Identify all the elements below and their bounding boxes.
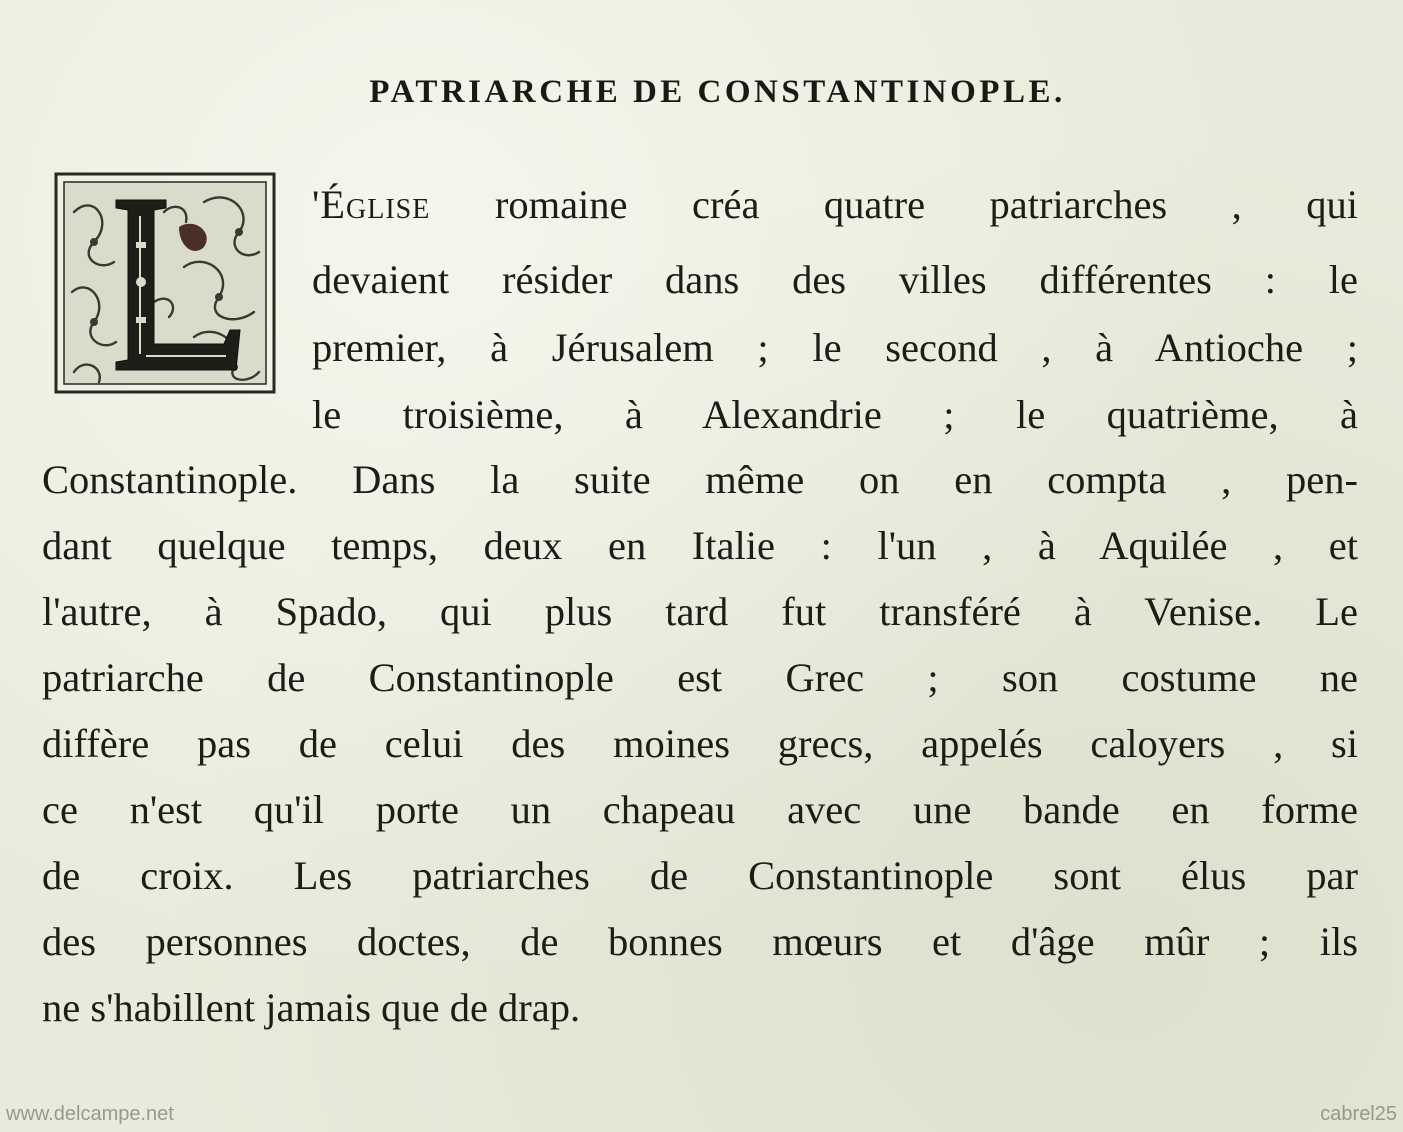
page-title: PATRIARCHE DE CONSTANTINOPLE. bbox=[369, 74, 1066, 110]
text-line-3: premier, à Jérusalem ; le second , à Antioche ; bbox=[312, 325, 1358, 370]
text-line-9: diffère pas de celui des moines grecs, appelés caloyers , si bbox=[42, 721, 1358, 766]
text-line-2: devaient résider dans des villes différentes : le bbox=[312, 257, 1358, 302]
text-line-11: de croix. Les patriarches de Constantinople sont élus par bbox=[42, 853, 1358, 898]
text-line-5: Constantinople. Dans la suite même on en compta , pen- bbox=[42, 457, 1358, 502]
text-line-10: ce n'est qu'il porte un chapeau avec une bande en forme bbox=[42, 787, 1358, 832]
text-line-12: des personnes doctes, de bonnes mœurs et d'âge mûr ; ils bbox=[42, 919, 1358, 964]
first-word: 'Église bbox=[312, 182, 431, 227]
text-line-1 bbox=[312, 182, 1358, 227]
text-line-8: patriarche de Constantinople est Grec ; son costume ne bbox=[42, 655, 1358, 700]
text-line-1-rest: romaine créa quatre patriarches , qui bbox=[430, 182, 1358, 227]
watermark-site: www.delcampe.net bbox=[6, 1103, 174, 1125]
text-line-6: dant quelque temps, deux en Italie : l'un , à Aquilée , et bbox=[42, 523, 1358, 568]
watermark-seller: cabrel25 bbox=[1320, 1103, 1397, 1125]
ornamental-drop-cap-l bbox=[54, 172, 276, 394]
text-line-7: l'autre, à Spado, qui plus tard fut transféré à Venise. Le bbox=[42, 589, 1358, 634]
text-line-13: ne s'habillent jamais que de drap. bbox=[42, 985, 581, 1030]
text-line-4: le troisième, à Alexandrie ; le quatrième, à bbox=[312, 392, 1358, 437]
